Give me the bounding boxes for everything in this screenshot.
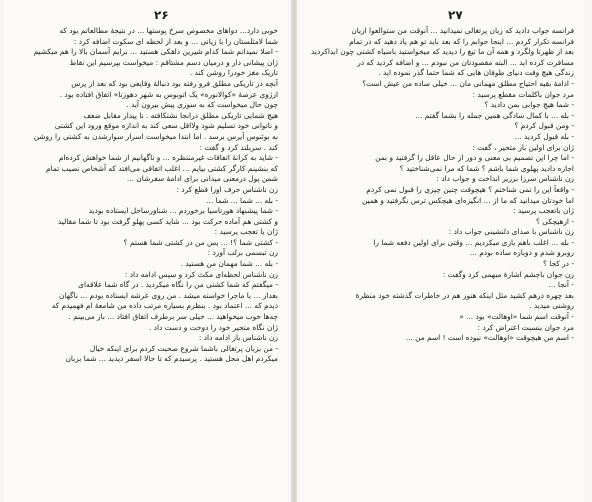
text-line: ژان برای اولین بار متحیر ، گفت : (472, 142, 574, 152)
text-line: روشنی میدید . (529, 301, 574, 311)
text-line: - ومن قبول کردم ؟ (514, 121, 574, 131)
text-line: زن ناشناس لحظه‌ای مکث کرد و سپس ادامه داد : (124, 269, 278, 279)
text-line: ژان باتعجب پرسید : (513, 206, 574, 216)
text-line: کند . سربلند کرد و گفت : (199, 142, 278, 152)
text-line: - میگفتم که شما کشتی من را نگاه میکردید . در گاه شما علاقه‌ای (78, 280, 278, 290)
text-line: فرانسه تکرار کردم ... اینجا جوابم را که بعد باید تو هم یاد دهید که در تمام (349, 36, 574, 46)
text-line: و ناتوانی خود تسلیم شود ولااقل سعی کند به اندازه موقع ورود این کشتی (54, 121, 278, 131)
text-line: زن تبسمی برلب آورد : (207, 248, 278, 258)
text-line: ژان پیشانی دار و درمیان دسم مشتاقم : میخواست بپرسیم این نقاط (69, 57, 278, 67)
text-line: چون حال میخواست که به سوزی پیش بیرون آید . (126, 100, 278, 110)
text-line: زن جوان باچشم اشارهٔ مبهمی کرد وگفت : (442, 269, 574, 279)
text-line: بعد چهره درهم کشید مثل اینکه هنوز هم در خاطرات گذشته خود منظرهٔ (355, 290, 574, 300)
text-line: ژان نگاه متحیر خود را دوخت و دست داد . (148, 322, 278, 332)
text-line: بعد از ظهرتا ولگرد و همه آن ما تیغ را دیدید که میخواستید باسیاه کشتی چون ابداکردید (311, 47, 574, 57)
page-number: ۲۶ (154, 8, 169, 22)
text-line: - آنجا ... (548, 280, 574, 290)
text-line: - شما پیشنهاد هورتاسیا برخوردم ... شناورساحل ایستاده بودید (88, 206, 278, 216)
text-line: زن ناشناس سرزا برزیر انداخت و جواب داد : (436, 174, 574, 184)
text-line: زن ناشناس باز ادامه داد : (198, 333, 278, 343)
page-text (310, 26, 574, 496)
page-text (14, 26, 278, 496)
text-line: - آنوقت اسم شما «اوهالت» بود ... « (459, 312, 574, 322)
text-line: هیچ شمایی تاریکی مطلق درانجا نشتکافته . نا پیدار مقابل ضعف (83, 110, 278, 120)
text-line: ازژوی عرصهٔ «کوالانوره» یک اتوبوس به شهر دهوزنا» اتفاق افتاده بود . (59, 89, 278, 99)
text-line: چه‌ها خوب میخواهید ... خیلی سر برطرف اتفاق افتاد ... باز می‌بینم . (68, 312, 278, 322)
text-line: - بله قبول کردید ... (514, 131, 574, 141)
text-line: - اما چرا این تصمیم بی معنی و دور از حال عاقل را گرفتید و بمن (375, 153, 574, 163)
text-line: - بله ... اغلب باهم بازی میکردیم ... وقتی برای اولین دفعه شما را (373, 237, 574, 247)
text-line: فرانسه جواب دادید که زبان پرتغالی نمیدانید ... آنوقت من ستوالعوا ازیان (351, 26, 574, 35)
text-line: روبرو شدم و دوباره ساده بودم ... (469, 248, 574, 258)
text-line: بعداز ... با ماجرا خواسته میشد . من روی عرشه ایستاده بودم ... ناگهان (59, 290, 278, 300)
text-line: مرد جوان بنسبت اعتراض کرد : (477, 322, 574, 332)
text-line: - ازهیچکی ؟ (535, 216, 574, 226)
page-number: ۲۷ (448, 8, 463, 22)
text-line: اجازه دادید پهلوی شما باشم ؟ شما که مرا نمی‌شناختید ؟ (399, 163, 574, 173)
text-line: که بنشینم کارگر کشتی بیایم ... اغلب اتفاقی می‌افتد که آشخاص نصیب تمام (46, 163, 278, 173)
text-line: شمن پول درمعنی میدانی برای ادامهٔ سفرشان ... (126, 174, 278, 184)
text-line: خوبی دارد... دواهای مخصوص سرخ پوستها ... در نتیجهٔ مطالعاتم بود که (59, 26, 278, 35)
text-line: مرد جوان باکلمات مقطع پرسید : (472, 89, 574, 99)
text-line: مسافرت کرده اید ... البته مقصودتان من نبودم ... و اضافه کردید که در (357, 57, 574, 67)
text-line: - در کجا ؟ (542, 259, 574, 269)
text-line: تاریک مغز خودرا روشن کند . (189, 68, 278, 78)
text-line: اما خودتان میدانید که ما از ... انگیزه‌ای هیچکس ترس نگرفتید و همین (362, 195, 574, 205)
text-line: - شاید به کرانهٔ اتفاقات غیرمنتظره ... و ناگهانیم از شما خواهش کرده‌ام (58, 153, 278, 163)
text-line: - کشتی شما ؟! ... پس من در کشتی شما هستم ؟ (123, 237, 278, 247)
text-line: - اسم من هیچوقت «اوهالت» نبوده است ! اسم من ... (405, 333, 574, 343)
book-gutter (291, 0, 297, 502)
text-line: - شما هیچ جوابی بمن دادید ؟ (484, 100, 574, 110)
text-line: دیدم که ... اعتماد بود . بنظرم بسیاره مرتب داده من شامعهٔ ام فهمیدم که (51, 301, 278, 311)
right-page (300, 0, 584, 502)
text-line: - بله ... با کمال سادگی همین جمله را بشما گفتم ... (415, 110, 574, 120)
text-line: - ادامهٔ بقیه احتیاج مطلق مهمانی مان ... خیلی ساده من عیش است؟ (362, 78, 574, 88)
text-line: آنچه در تاریکی مطلق فرو رفته بود دنبالهٔ وقایعی بود که بعد از پرس (71, 78, 278, 88)
text-line: شما لامثلستان را با زیانی ... و بعد از لحظه ای سکوت اضافه کرد : (73, 36, 278, 46)
text-line: زندگی هیچ وقت دنیای طوفان هایی که شما حتما گذر نموده اید . (378, 68, 574, 78)
left-page (4, 0, 288, 502)
text-line: - من بزبان پرتغالی باشما شروع صحبت کردم برای اینکه خیال (89, 343, 278, 353)
text-line: میکردم اهل محل هستید . پرسیدم که تا حالا اسفر دیدید ... شما بزبان (65, 354, 278, 364)
text-line: زن ناشناس با صدای دلنشینی جواب داد : (448, 227, 574, 237)
text-line: و کشتی هم آماده حرکت بود ... شاید کسی پهلو گرفت بود تا شما مقالید (57, 216, 278, 226)
text-line: - اصلا نمیدانم شما کدام شیرین دلقکی هستید ... برایم آسمان بالا را هم میکشیم (33, 47, 278, 57)
text-line: زن ناشناس حرف اورا قطع کرد : (176, 184, 278, 194)
text-line: - بله ... شما مهمان من هستید . (180, 259, 278, 269)
text-line: - واقعاً این را نمی شناختم ؟ هیچوقت چنین چیزی را قبول نمی کردم (366, 184, 574, 194)
text-line: به بوئنوس آیرس برسد . اما ابتدا میخواست اسرار سوارشدن به کشتی را روشن (33, 131, 278, 141)
text-line: - بله ... شما ... شما ... (206, 195, 278, 205)
text-line: ژان با تعجب پرسید : (214, 227, 278, 237)
